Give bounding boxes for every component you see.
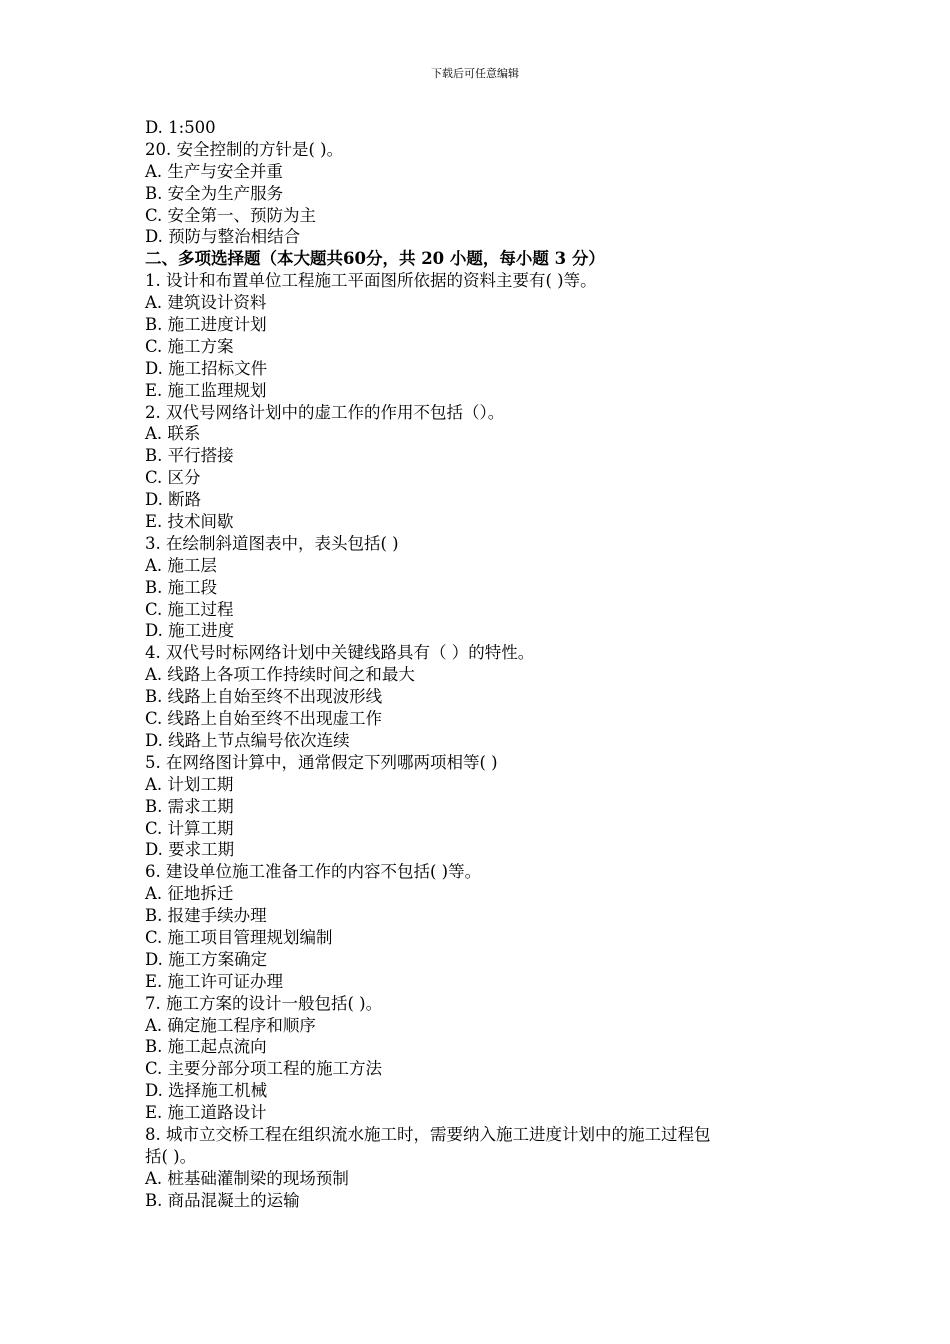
option-d-q6: D. 施工方案确定	[145, 949, 268, 969]
question-8: 8. 城市立交桥工程在组织流水施工时，需要纳入施工进度计划中的施工过程包	[145, 1124, 711, 1144]
question-6: 6. 建设单位施工准备工作的内容不包括( )等。	[145, 862, 482, 882]
section-heading-multiple-choice: 二、多项选择题（本大题共60分，共 20 小题，每小题 3 分）	[145, 249, 605, 269]
option-d-q19: D. 1:500	[145, 118, 216, 137]
option-d-q20: D. 预防与整治相结合	[145, 227, 301, 247]
option-a-q1: A. 建筑设计资料	[145, 293, 267, 313]
option-e-q1: E. 施工监理规划	[145, 380, 267, 400]
option-c-q3: C. 施工过程	[145, 599, 234, 619]
document-body	[145, 117, 815, 1212]
option-e-q7: E. 施工道路设计	[145, 1103, 267, 1123]
option-a-q4: A. 线路上各项工作持续时间之和最大	[145, 665, 415, 685]
option-b-q5: B. 需求工期	[145, 796, 234, 816]
option-a-q3: A. 施工层	[145, 555, 217, 575]
option-d-q7: D. 选择施工机械	[145, 1081, 268, 1101]
option-e-q6: E. 施工许可证办理	[145, 971, 284, 991]
question-2: 2. 双代号网络计划中的虚工作的作用不包括（）。	[145, 402, 505, 422]
option-d-q4: D. 线路上节点编号依次连续	[145, 730, 350, 750]
option-c-q6: C. 施工项目管理规划编制	[145, 927, 333, 947]
option-a-q2: A. 联系	[145, 424, 201, 444]
page-header: 下载后可任意编辑	[431, 67, 519, 80]
option-a-q20: A. 生产与安全并重	[145, 161, 283, 181]
question-5: 5. 在网络图计算中，通常假定下列哪两项相等( )	[145, 752, 498, 772]
option-a-q6: A. 征地拆迁	[145, 884, 234, 904]
question-3: 3. 在绘制斜道图表中，表头包括( )	[145, 533, 399, 553]
option-d-q1: D. 施工招标文件	[145, 358, 268, 378]
question-1: 1. 设计和布置单位工程施工平面图所依据的资料主要有( )等。	[145, 271, 597, 291]
option-e-q2: E. 技术间歇	[145, 512, 234, 532]
option-a-q5: A. 计划工期	[145, 774, 234, 794]
option-c-q5: C. 计算工期	[145, 818, 234, 838]
option-c-q2: C. 区分	[145, 468, 201, 488]
option-b-q2: B. 平行搭接	[145, 446, 234, 466]
question-7: 7. 施工方案的设计一般包括( )。	[145, 993, 383, 1013]
option-b-q3: B. 施工段	[145, 577, 218, 597]
question-8-continued: 括( )。	[145, 1146, 197, 1166]
option-b-q20: B. 安全为生产服务	[145, 183, 284, 203]
option-b-q4: B. 线路上自始至终不出现波形线	[145, 687, 383, 707]
question-4: 4. 双代号时标网络计划中关键线路具有（ ）的特性。	[145, 643, 535, 663]
option-b-q8: B. 商品混凝土的运输	[145, 1190, 300, 1210]
option-c-q4: C. 线路上自始至终不出现虚工作	[145, 709, 383, 729]
option-a-q8: A. 桩基础灌制梁的现场预制	[145, 1168, 349, 1188]
option-d-q3: D. 施工进度	[145, 621, 235, 641]
option-c-q7: C. 主要分部分项工程的施工方法	[145, 1059, 383, 1079]
question-20: 20. 安全控制的方针是( )。	[145, 139, 344, 159]
option-a-q7: A. 确定施工程序和顺序	[145, 1015, 316, 1035]
option-d-q2: D. 断路	[145, 490, 202, 510]
option-b-q1: B. 施工进度计划	[145, 315, 267, 335]
option-d-q5: D. 要求工期	[145, 840, 235, 860]
option-c-q1: C. 施工方案	[145, 336, 234, 356]
option-b-q7: B. 施工起点流向	[145, 1037, 267, 1057]
option-b-q6: B. 报建手续办理	[145, 906, 267, 926]
option-c-q20: C. 安全第一、预防为主	[145, 205, 317, 225]
